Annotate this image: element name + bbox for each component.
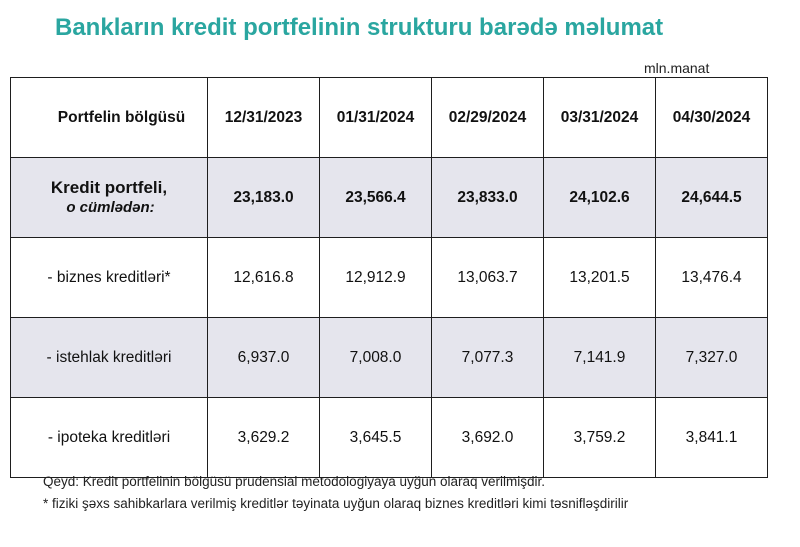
table-cell: 7,141.9 <box>544 318 656 398</box>
row-label: - istehlak kreditləri <box>11 318 208 398</box>
table-cell: 12,912.9 <box>320 238 432 318</box>
table-cell: 23,833.0 <box>432 158 544 238</box>
page-title: Bankların kredit portfelinin strukturu barədə məlumat <box>55 14 664 41</box>
total-label: Kredit portfeli, <box>50 177 168 197</box>
table-cell: 7,008.0 <box>320 318 432 398</box>
total-sublabel: o cümlədən: <box>66 198 155 216</box>
table-cell: 23,566.4 <box>320 158 432 238</box>
table-cell: 13,063.7 <box>432 238 544 318</box>
total-row <box>11 158 768 238</box>
table-row <box>11 318 768 398</box>
table-cell: 6,937.0 <box>208 318 320 398</box>
row-label: - ipoteka kreditləri <box>11 398 208 478</box>
table-row <box>11 398 768 478</box>
header-label: Portfelin bölgüsü <box>11 78 208 158</box>
row-label: - biznes kreditləri* <box>11 238 208 318</box>
table-cell: 3,759.2 <box>544 398 656 478</box>
header-date: 12/31/2023 <box>208 78 320 158</box>
header-date: 02/29/2024 <box>432 78 544 158</box>
table-cell: 24,102.6 <box>544 158 656 238</box>
table-cell: 13,201.5 <box>544 238 656 318</box>
table-cell: 24,644.5 <box>656 158 768 238</box>
table-cell: 7,327.0 <box>656 318 768 398</box>
table-cell: 13,476.4 <box>656 238 768 318</box>
unit-label: mln.manat <box>644 60 710 76</box>
credit-portfolio-table <box>10 77 768 478</box>
header-date: 04/30/2024 <box>656 78 768 158</box>
table-cell: 23,183.0 <box>208 158 320 238</box>
table-row <box>11 238 768 318</box>
table-cell: 3,645.5 <box>320 398 432 478</box>
table-cell: 12,616.8 <box>208 238 320 318</box>
table-cell: 3,692.0 <box>432 398 544 478</box>
table-cell: 7,077.3 <box>432 318 544 398</box>
header-date: 03/31/2024 <box>544 78 656 158</box>
footnote-asterisk: * fiziki şəxs sahibkarlara verilmiş kreditlər təyinata uyğun olaraq biznes kreditləri kimi təsnifləşdirilir <box>43 496 629 511</box>
footnote-methodology: Qeyd: Kredit portfelinin bölgüsü prudensial metodologiyaya uyğun olaraq verilmişdir. <box>43 474 546 489</box>
table-cell: 3,841.1 <box>656 398 768 478</box>
table-header-row <box>11 78 768 158</box>
table-cell: 3,629.2 <box>208 398 320 478</box>
header-date: 01/31/2024 <box>320 78 432 158</box>
total-label-cell <box>11 158 208 238</box>
